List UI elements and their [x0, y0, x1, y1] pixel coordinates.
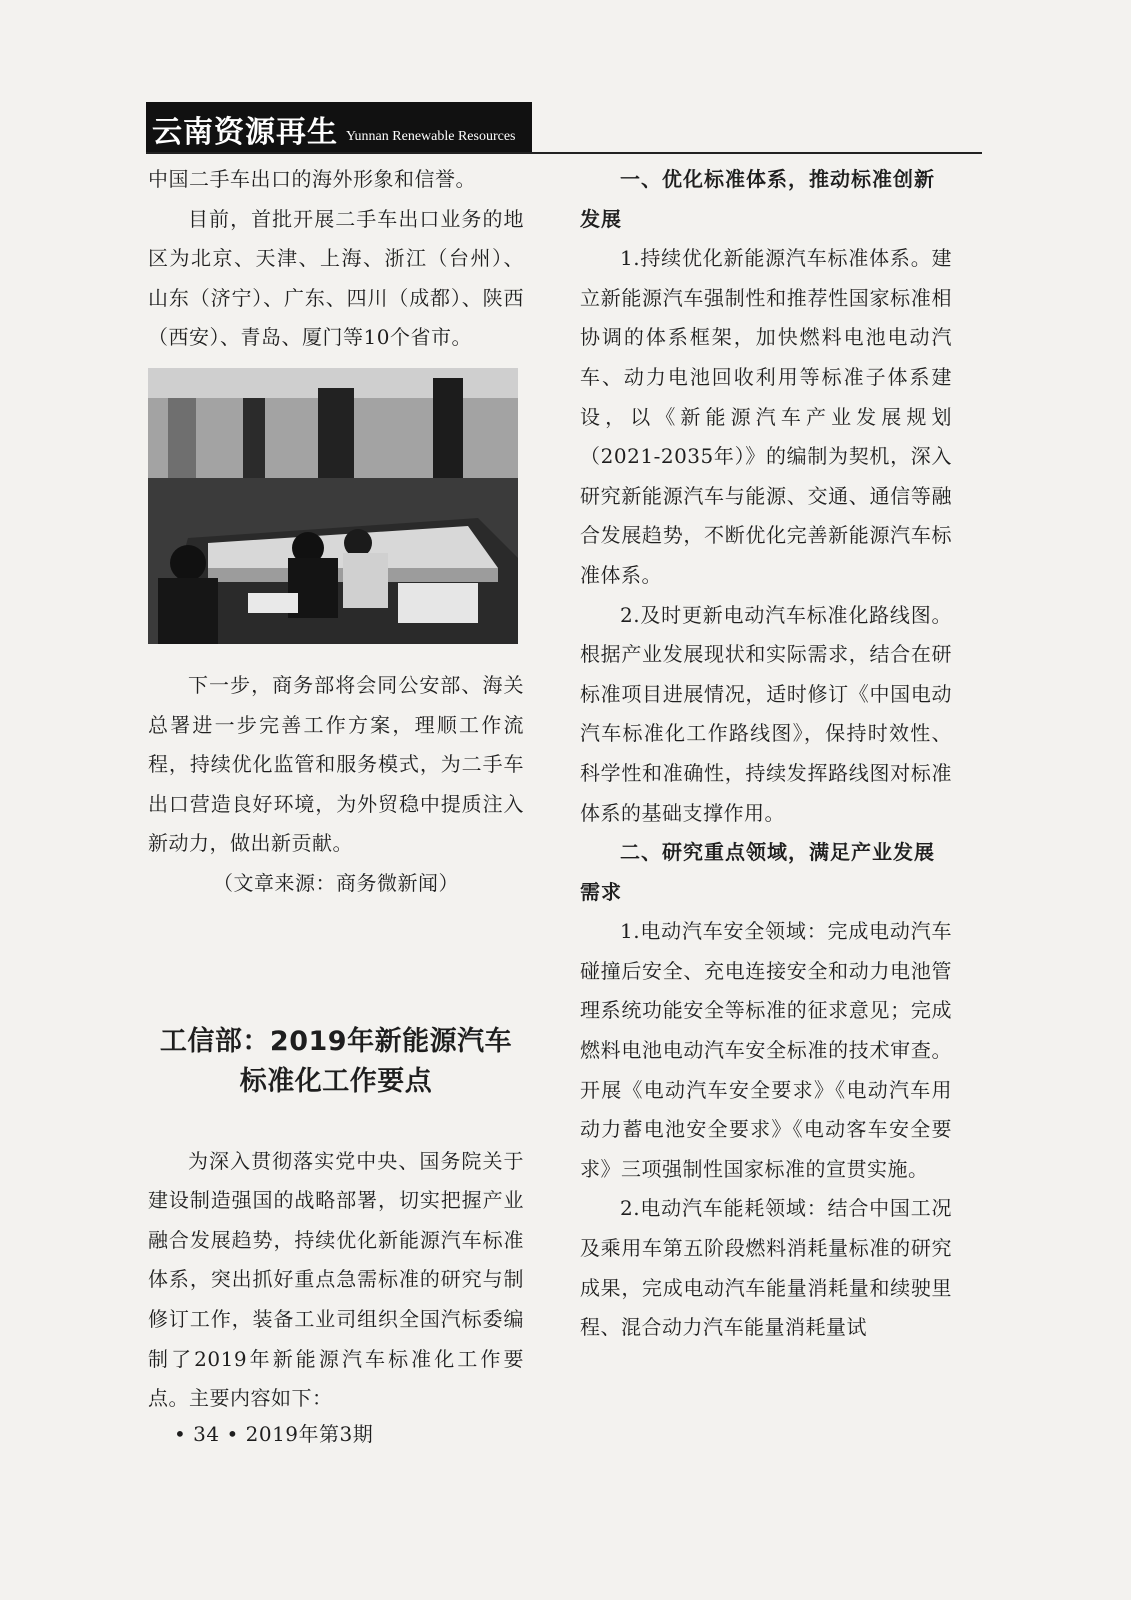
header-rule: [146, 152, 982, 154]
paragraph: 1.电动汽车安全领域：完成电动汽车碰撞后安全、充电连接安全和动力电池管理系统功能安全等标准的征求意见；完成燃料电池电动汽车安全标准的技术审查。开展《电动汽车安全要求》《电动汽车用动力蓄电池安全要求》《电动客车安全要求》三项强制性国家标准的宣贯实施。: [580, 919, 952, 1181]
section-heading: 一、优化标准体系，推动标准创新发展: [580, 167, 935, 231]
article-title: 工信部：2019年新能源汽车标准化工作要点: [159, 1025, 513, 1097]
paragraph: 2.及时更新电动汽车标准化路线图。根据产业发展现状和实际需求，结合在研标准项目进展情况，适时修订《中国电动汽车标准化工作路线图》，保持时效性、科学性和准确性，持续发挥路线图对标准体系的基础支撑作用。: [580, 602, 952, 825]
paragraph: 1.持续优化新能源汽车标准体系。建立新能源汽车强制性和推荐性国家标准相协调的体系框架，加快燃料电池电动汽车、动力电池回收利用等标准子体系建设，以《新能源汽车产业发展规划（2021-2035年）》的编制为契机，深入研究新能源汽车与能源、交通、通信等融合发展趋势，不断优化完善新能源汽车标准体系。: [580, 246, 952, 587]
journal-masthead: [146, 102, 532, 154]
paragraph: 目前，首批开展二手车出口业务的地区为北京、天津、上海、浙江（台州）、山东（济宁）、广东、四川（成都）、陕西（西安）、青岛、厦门等10个省市。: [148, 206, 524, 350]
section-heading: 二、研究重点领域，满足产业发展需求: [580, 840, 935, 904]
right-column: [580, 160, 952, 1348]
meeting-photo: [148, 368, 518, 644]
paragraph: 2.电动汽车能耗领域：结合中国工况及乘用车第五阶段燃料消耗量标准的研究成果，完成电动汽车能量消耗量和续驶里程、混合动力汽车能量消耗量试: [580, 1196, 952, 1340]
paragraph: 中国二手车出口的海外形象和信誉。: [148, 167, 476, 191]
page-footer: • 34 • 2019年第3期: [174, 1422, 374, 1446]
journal-title-cn: 云南资源再生: [152, 115, 338, 150]
left-column: [148, 160, 524, 1419]
paragraph: 为深入贯彻落实党中央、国务院关于建设制造强国的战略部署，切实把握产业融合发展趋势，持续优化新能源汽车标准体系，突出抓好重点急需标准的研究与制修订工作，装备工业司组织全国汽标委编制了2019年新能源汽车标准化工作要点。主要内容如下：: [148, 1148, 524, 1411]
journal-title-en: Yunnan Renewable Resources: [346, 129, 516, 144]
article-source: （文章来源：商务微新闻）: [213, 870, 459, 895]
paragraph: 下一步，商务部将会同公安部、海关总署进一步完善工作方案，理顺工作流程，持续优化监管和服务模式，为二手车出口营造良好环境，为外贸稳中提质注入新动力，做出新贡献。: [148, 672, 524, 856]
